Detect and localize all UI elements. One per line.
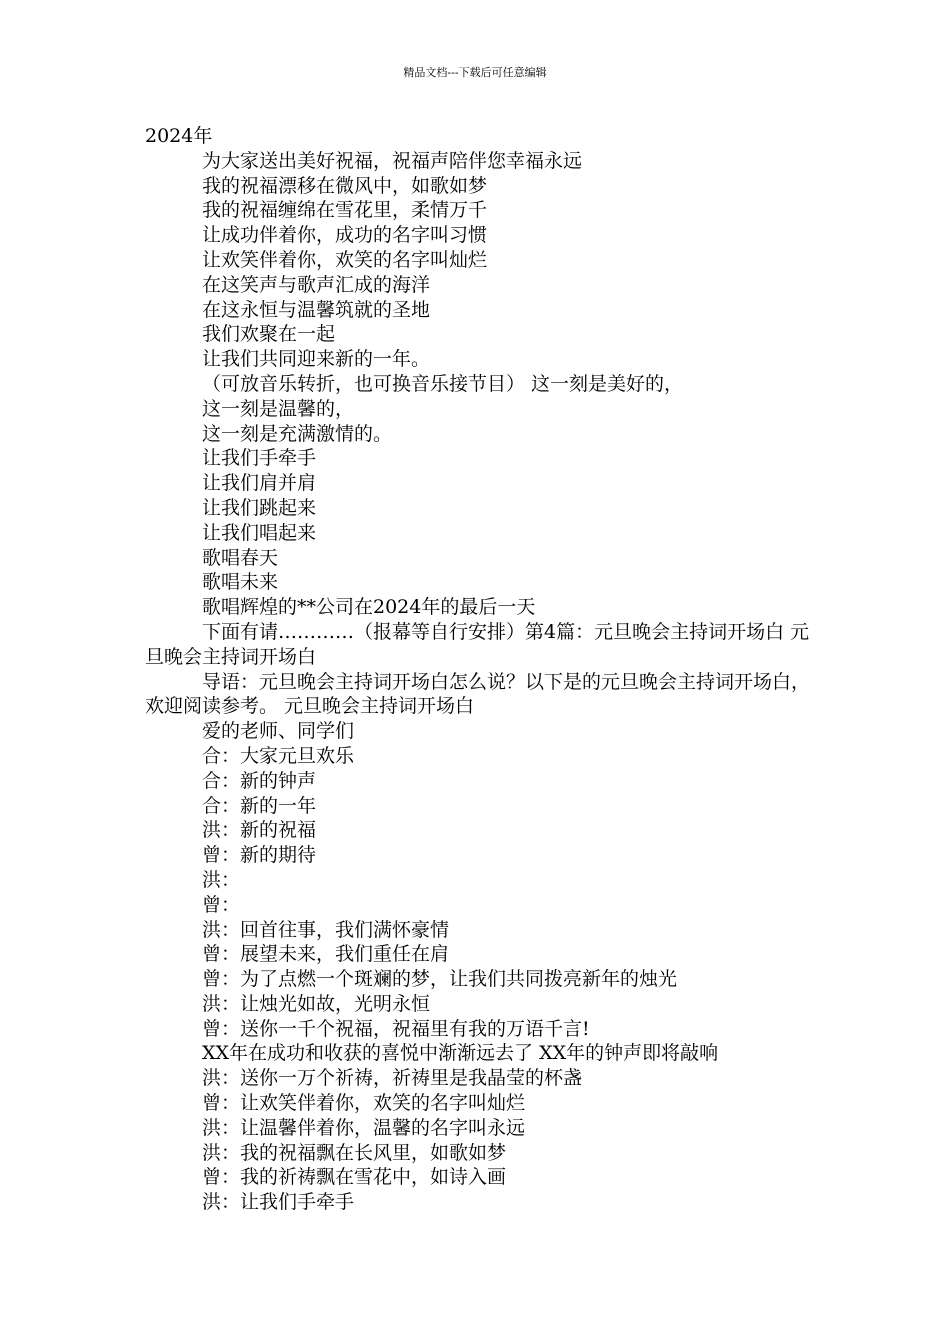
text-line: 歌唱春天 xyxy=(202,546,279,569)
text-line: 洪：让温馨伴着你，温馨的名字叫永远 xyxy=(202,1116,526,1139)
text-line: 歌唱未来 xyxy=(202,571,279,594)
text-line: 为大家送出美好祝福，祝福声陪伴您幸福永远 xyxy=(202,149,583,172)
text-line: 这一刻是充满激情的。 xyxy=(202,422,393,445)
text-line: 歌唱辉煌的**公司在2024年的最后一天 xyxy=(202,596,536,619)
text-line: 曾：让欢笑伴着你，欢笑的名字叫灿烂 xyxy=(202,1092,526,1115)
text-line: 洪：让烛光如故，光明永恒 xyxy=(202,992,431,1015)
text-line: 2024年 xyxy=(145,125,213,147)
text-paragraph: 下面有请…………（报幕等自行安排）第4篇：元旦晚会主持词开场白 元旦晚会主持词开场白 xyxy=(145,620,810,668)
text-line: 洪：回首往事，我们满怀豪情 xyxy=(202,918,450,941)
text-line: 曾：为了点燃一个斑斓的梦，让我们共同拨亮新年的烛光 xyxy=(202,968,678,991)
text-line: 爱的老师、同学们 xyxy=(202,720,355,743)
text-line: 这一刻是温馨的， xyxy=(202,397,355,420)
text-line: 让我们跳起来 xyxy=(202,496,317,519)
text-line: 合：大家元旦欢乐 xyxy=(202,744,355,767)
text-line: 曾：送你一千个祝福，祝福里有我的万语千言! xyxy=(202,1017,590,1040)
text-line: 合：新的一年 xyxy=(202,794,317,817)
text-line: 在这永恒与温馨筑就的圣地 xyxy=(202,298,431,321)
text-line: 洪：让我们手牵手 xyxy=(202,1191,355,1214)
page-header: 精品文档---下载后可任意编辑 xyxy=(403,66,547,79)
text-line: 让成功伴着你，成功的名字叫习惯 xyxy=(202,224,488,247)
text-line: 让我们共同迎来新的一年。 xyxy=(202,348,431,371)
text-line: 洪： xyxy=(202,868,241,891)
text-line: 洪：我的祝福飘在长风里，如歌如梦 xyxy=(202,1141,507,1164)
text-paragraph: 导语：元旦晚会主持词开场白怎么说？以下是的元旦晚会主持词开场白，欢迎阅读参考。 元旦晚会主持词开场白 xyxy=(145,670,811,718)
text-line: 曾：新的期待 xyxy=(202,844,317,867)
text-line: 让欢笑伴着你，欢笑的名字叫灿烂 xyxy=(202,248,488,271)
text-line: 曾：展望未来，我们重任在肩 xyxy=(202,943,450,966)
text-line: 我们欢聚在一起 xyxy=(202,323,336,346)
document-body xyxy=(145,124,810,1215)
text-line: 曾： xyxy=(202,893,241,916)
text-line: 让我们手牵手 xyxy=(202,447,317,470)
text-line: 洪：新的祝福 xyxy=(202,819,317,842)
text-line: 让我们肩并肩 xyxy=(202,472,317,495)
text-line: 曾：我的祈祷飘在雪花中，如诗入画 xyxy=(202,1166,507,1189)
text-line: 在这笑声与歌声汇成的海洋 xyxy=(202,273,431,296)
text-line: 让我们唱起来 xyxy=(202,521,317,544)
text-line: 我的祝福漂移在微风中，如歌如梦 xyxy=(202,174,488,197)
text-line: 我的祝福缠绵在雪花里，柔情万千 xyxy=(202,199,488,222)
text-line: （可放音乐转折，也可换音乐接节目） 这一刻是美好的， xyxy=(202,372,684,395)
text-line: XX年在成功和收获的喜悦中渐渐远去了 XX年的钟声即将敲响 xyxy=(202,1042,719,1065)
text-line: 合：新的钟声 xyxy=(202,769,317,792)
text-line: 洪：送你一万个祈祷，祈祷里是我晶莹的杯盏 xyxy=(202,1067,583,1090)
